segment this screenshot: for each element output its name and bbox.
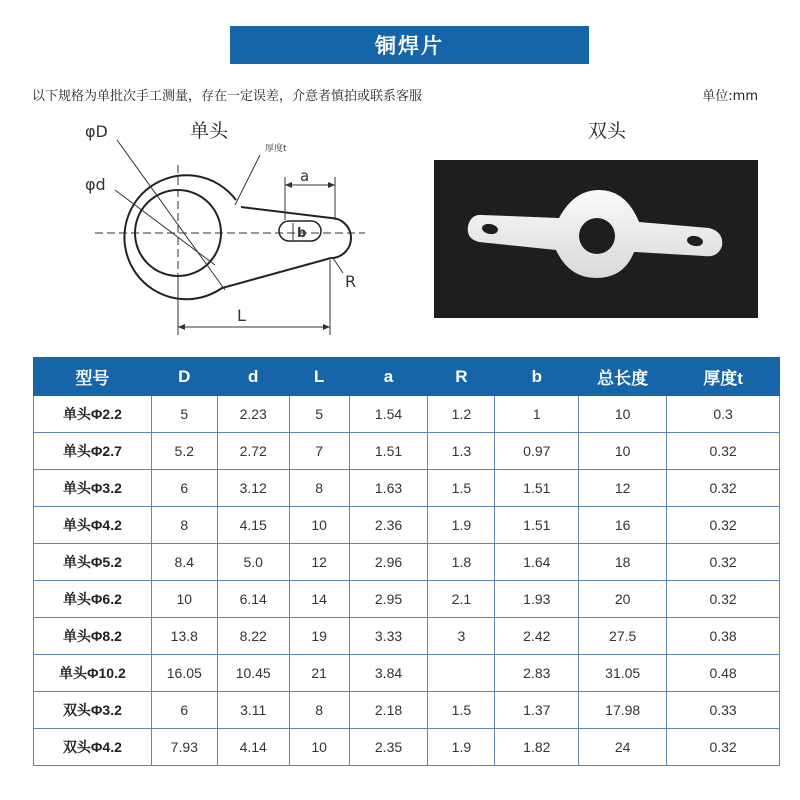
- spec-table: [33, 357, 780, 766]
- value-cell: 2.72: [217, 433, 289, 470]
- value-cell: 8.4: [151, 544, 217, 581]
- value-cell: 0.32: [667, 581, 780, 618]
- value-cell: 1.5: [428, 692, 495, 729]
- label-L: L: [237, 306, 246, 325]
- model-cell: 单头Φ4.2: [34, 507, 152, 544]
- model-cell: 单头Φ2.7: [34, 433, 152, 470]
- value-cell: 3.11: [217, 692, 289, 729]
- col-L: L: [289, 358, 349, 396]
- single-head-diagram: [75, 115, 395, 345]
- table-row: [34, 507, 780, 544]
- value-cell: 0.32: [667, 507, 780, 544]
- col-model: 型号: [34, 358, 152, 396]
- value-cell: 16: [579, 507, 667, 544]
- value-cell: 6: [151, 470, 217, 507]
- model-cell: 双头Φ3.2: [34, 692, 152, 729]
- value-cell: 3.84: [349, 655, 428, 692]
- col-a: a: [349, 358, 428, 396]
- table-header-row: [34, 358, 780, 396]
- value-cell: 1: [495, 396, 579, 433]
- table-row: [34, 470, 780, 507]
- value-cell: 0.32: [667, 544, 780, 581]
- value-cell: 0.33: [667, 692, 780, 729]
- value-cell: 1.9: [428, 507, 495, 544]
- value-cell: 5.0: [217, 544, 289, 581]
- value-cell: 14: [289, 581, 349, 618]
- value-cell: 10.45: [217, 655, 289, 692]
- table-row: [34, 433, 780, 470]
- value-cell: 1.5: [428, 470, 495, 507]
- value-cell: 24: [579, 729, 667, 766]
- value-cell: 1.64: [495, 544, 579, 581]
- label-phi-d: φd: [85, 175, 106, 194]
- value-cell: 5: [289, 396, 349, 433]
- value-cell: 13.8: [151, 618, 217, 655]
- value-cell: 2.35: [349, 729, 428, 766]
- value-cell: 1.9: [428, 729, 495, 766]
- value-cell: 20: [579, 581, 667, 618]
- value-cell: 7: [289, 433, 349, 470]
- value-cell: 0.48: [667, 655, 780, 692]
- value-cell: 10: [579, 396, 667, 433]
- value-cell: 0.38: [667, 618, 780, 655]
- value-cell: 8: [151, 507, 217, 544]
- value-cell: 5: [151, 396, 217, 433]
- label-phi-D: φD: [85, 122, 108, 141]
- value-cell: 7.93: [151, 729, 217, 766]
- value-cell: 18: [579, 544, 667, 581]
- value-cell: 1.54: [349, 396, 428, 433]
- unit-label: 单位:mm: [702, 89, 758, 104]
- value-cell: 1.8: [428, 544, 495, 581]
- col-total-length: 总长度: [579, 358, 667, 396]
- label-R: R: [345, 272, 357, 291]
- value-cell: 31.05: [579, 655, 667, 692]
- value-cell: 8: [289, 692, 349, 729]
- table-row: [34, 692, 780, 729]
- value-cell: 3.33: [349, 618, 428, 655]
- value-cell: [428, 655, 495, 692]
- table-row: [34, 544, 780, 581]
- col-thickness: 厚度t: [667, 358, 780, 396]
- value-cell: 1.3: [428, 433, 495, 470]
- value-cell: 19: [289, 618, 349, 655]
- table-row: [34, 618, 780, 655]
- value-cell: 2.1: [428, 581, 495, 618]
- model-cell: 单头Φ3.2: [34, 470, 152, 507]
- value-cell: 6: [151, 692, 217, 729]
- model-cell: 单头Φ2.2: [34, 396, 152, 433]
- table-row: [34, 581, 780, 618]
- value-cell: 12: [579, 470, 667, 507]
- model-cell: 单头Φ10.2: [34, 655, 152, 692]
- value-cell: 0.97: [495, 433, 579, 470]
- value-cell: 1.93: [495, 581, 579, 618]
- value-cell: 2.95: [349, 581, 428, 618]
- col-d: d: [217, 358, 289, 396]
- value-cell: 2.83: [495, 655, 579, 692]
- value-cell: 2.42: [495, 618, 579, 655]
- value-cell: 8: [289, 470, 349, 507]
- value-cell: 21: [289, 655, 349, 692]
- double-head-photo: [434, 160, 758, 318]
- value-cell: 1.37: [495, 692, 579, 729]
- page-title: 铜焊片: [230, 26, 589, 64]
- value-cell: 10: [289, 507, 349, 544]
- double-head-label: 双头: [588, 120, 627, 142]
- value-cell: 6.14: [217, 581, 289, 618]
- value-cell: 2.96: [349, 544, 428, 581]
- value-cell: 16.05: [151, 655, 217, 692]
- label-b: b: [297, 226, 307, 241]
- value-cell: 5.2: [151, 433, 217, 470]
- value-cell: 0.3: [667, 396, 780, 433]
- table-row: [34, 655, 780, 692]
- model-cell: 单头Φ8.2: [34, 618, 152, 655]
- value-cell: 4.15: [217, 507, 289, 544]
- value-cell: 10: [151, 581, 217, 618]
- double-head-lug-image: [434, 160, 758, 318]
- value-cell: 0.32: [667, 470, 780, 507]
- label-thickness: 厚度t: [265, 144, 287, 154]
- value-cell: 12: [289, 544, 349, 581]
- value-cell: 3: [428, 618, 495, 655]
- model-cell: 单头Φ5.2: [34, 544, 152, 581]
- model-cell: 双头Φ4.2: [34, 729, 152, 766]
- value-cell: 1.51: [495, 470, 579, 507]
- value-cell: 1.63: [349, 470, 428, 507]
- value-cell: 1.51: [495, 507, 579, 544]
- value-cell: 1.2: [428, 396, 495, 433]
- col-D: D: [151, 358, 217, 396]
- single-head-label: 单头: [190, 120, 229, 142]
- value-cell: 3.12: [217, 470, 289, 507]
- value-cell: 2.36: [349, 507, 428, 544]
- table-row: [34, 729, 780, 766]
- table-row: [34, 396, 780, 433]
- value-cell: 10: [579, 433, 667, 470]
- value-cell: 4.14: [217, 729, 289, 766]
- col-b: b: [495, 358, 579, 396]
- value-cell: 0.32: [667, 729, 780, 766]
- measurement-note: 以下规格为单批次手工测量，存在一定误差，介意者慎拍或联系客服: [32, 89, 423, 104]
- value-cell: 10: [289, 729, 349, 766]
- col-R: R: [428, 358, 495, 396]
- value-cell: 27.5: [579, 618, 667, 655]
- value-cell: 1.51: [349, 433, 428, 470]
- label-a: a: [300, 167, 310, 185]
- value-cell: 8.22: [217, 618, 289, 655]
- model-cell: 单头Φ6.2: [34, 581, 152, 618]
- value-cell: 2.18: [349, 692, 428, 729]
- value-cell: 0.32: [667, 433, 780, 470]
- value-cell: 1.82: [495, 729, 579, 766]
- value-cell: 2.23: [217, 396, 289, 433]
- value-cell: 17.98: [579, 692, 667, 729]
